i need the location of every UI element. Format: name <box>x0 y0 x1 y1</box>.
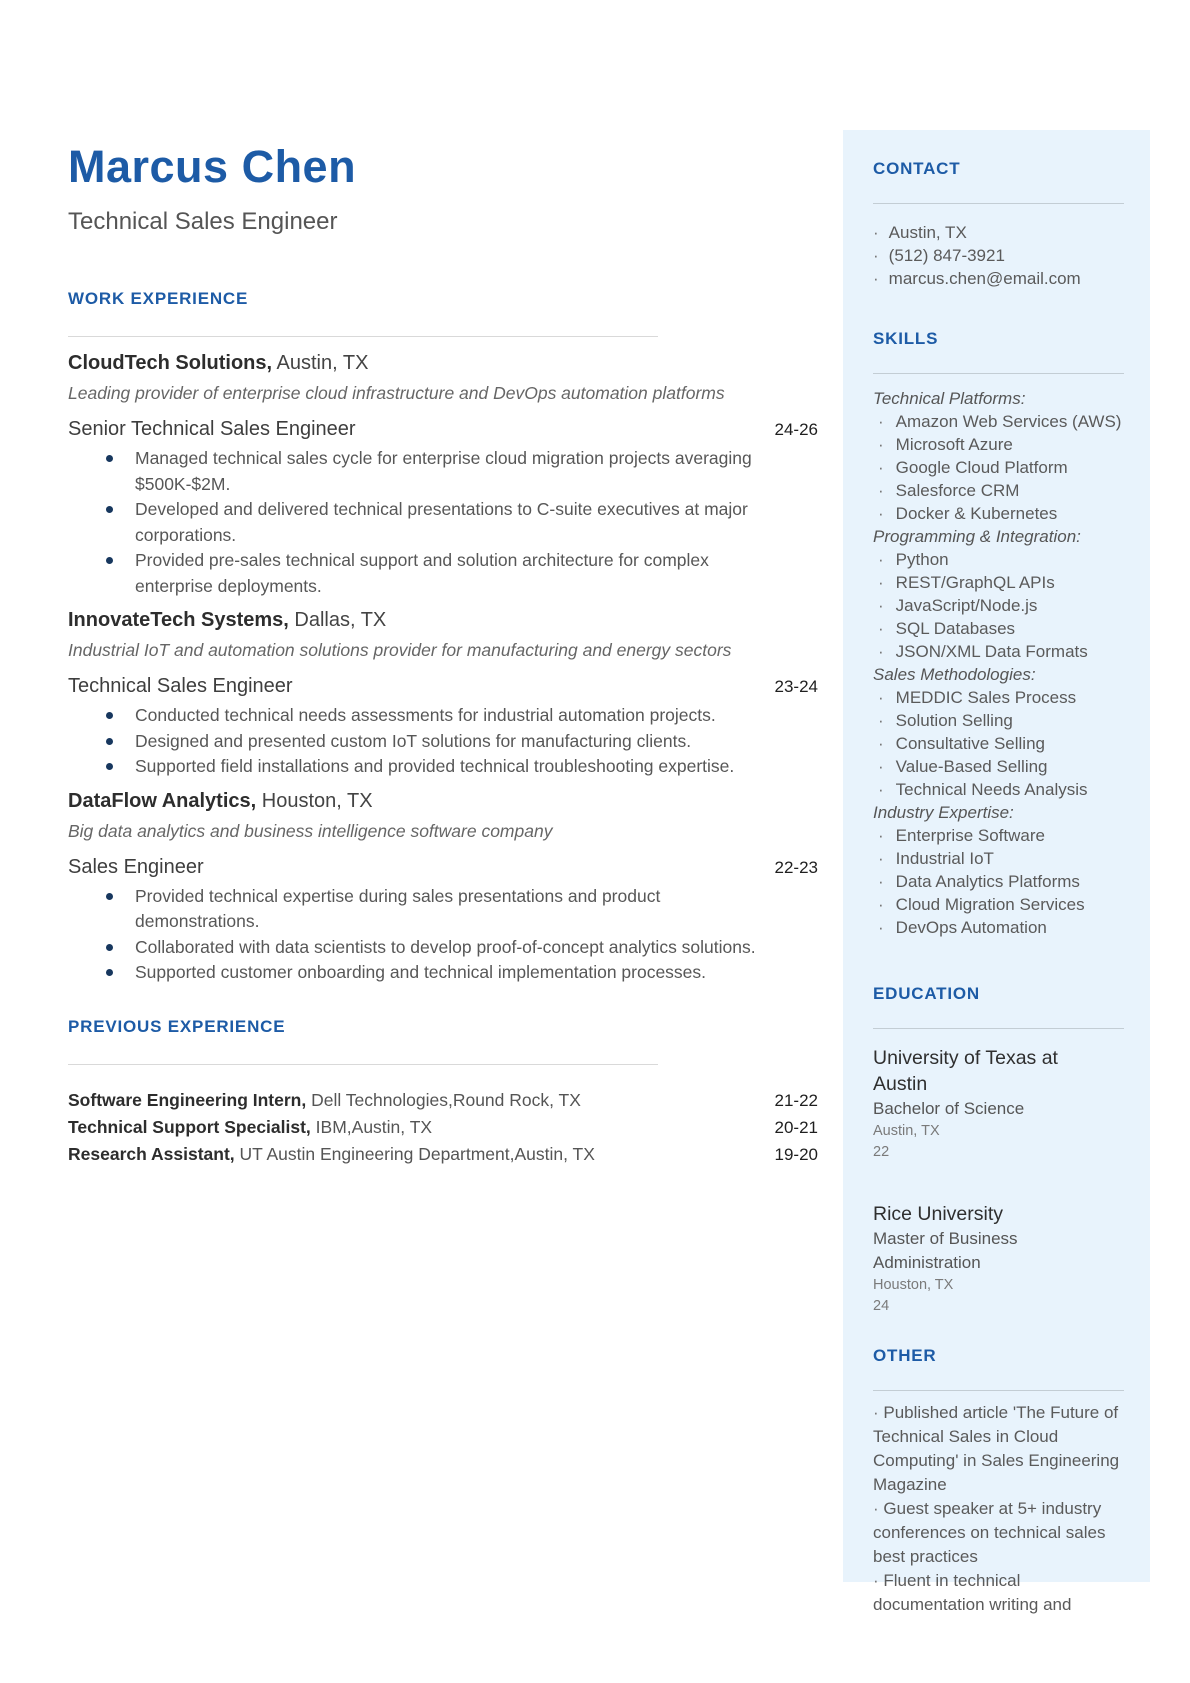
other-item: · Fluent in technical documentation writing and <box>873 1569 1124 1617</box>
job-role: Senior Technical Sales Engineer <box>68 418 356 440</box>
role-row <box>68 416 818 443</box>
skill-category: Technical Platforms: <box>873 389 1026 408</box>
skill-item: · Microsoft Azure <box>878 433 1124 456</box>
skill-item: · Amazon Web Services (AWS) <box>878 410 1124 433</box>
previous-org: Dell Technologies,Round Rock, TX <box>311 1089 581 1110</box>
job-entry <box>68 607 818 780</box>
company-line <box>68 788 818 814</box>
education-section <box>873 983 1124 1317</box>
skill-item: · Salesforce CRM <box>878 479 1124 502</box>
previous-experience-rows <box>68 1087 818 1168</box>
skill-list <box>873 824 1124 939</box>
school-location: Austin, TX <box>873 1123 940 1139</box>
school-year: 22 <box>873 1144 890 1160</box>
job-role: Sales Engineer <box>68 855 204 878</box>
bullet-dot <box>106 944 113 951</box>
bullet-text: Supported customer onboarding and technical implementation processes. <box>135 962 707 982</box>
sidebar-divider <box>873 1028 1124 1029</box>
bullet-text: Provided pre-sales technical support and solution architecture for complex enterprise deployments. <box>135 550 709 596</box>
skill-item: · Google Cloud Platform <box>878 456 1124 479</box>
main-column <box>68 140 818 1168</box>
skill-item: · Python <box>878 548 1124 571</box>
skills-heading: SKILLS <box>873 329 939 348</box>
previous-row <box>68 1087 818 1114</box>
job-dates: 23-24 <box>774 677 818 696</box>
bullet-item <box>68 884 818 935</box>
job-role: Technical Sales Engineer <box>68 675 293 697</box>
skill-item: · JavaScript/Node.js <box>878 594 1124 617</box>
skill-item: · Industrial IoT <box>878 847 1124 870</box>
candidate-title: Technical Sales Engineer <box>68 208 338 235</box>
other-list <box>873 1401 1124 1617</box>
company-tagline: Leading provider of enterprise cloud infrastructure and DevOps automation platforms <box>68 383 725 403</box>
other-heading: OTHER <box>873 1346 937 1365</box>
bullet-dot <box>106 712 113 719</box>
bullet-dot <box>106 455 113 462</box>
previous-org: UT Austin Engineering Department,Austin, TX <box>239 1143 595 1164</box>
role-row <box>68 854 818 881</box>
bullet-list <box>68 703 818 780</box>
sidebar-divider <box>873 203 1124 204</box>
bullet-list <box>68 884 818 986</box>
previous-org: IBM,Austin, TX <box>315 1116 433 1137</box>
company-location: Austin, TX <box>276 352 369 374</box>
bullet-text: Conducted technical needs assessments for industrial automation projects. <box>135 705 716 725</box>
bullet-dot <box>106 763 113 770</box>
school-name: University of Texas at Austin <box>873 1047 1058 1095</box>
company-name: InnovateTech Systems, <box>68 609 289 631</box>
skill-item: · Value-Based Selling <box>878 755 1124 778</box>
bullet-item <box>68 729 818 755</box>
sidebar-divider <box>873 373 1124 374</box>
other-section <box>873 1345 1124 1617</box>
bullet-dot <box>106 969 113 976</box>
job-dates: 24-26 <box>774 420 818 439</box>
education-entry <box>873 1201 1124 1317</box>
other-item: · Published article 'The Future of Technical Sales in Cloud Computing' in Sales Engineering Magazine <box>873 1401 1124 1497</box>
skill-list <box>873 410 1124 525</box>
bullet-item <box>68 497 818 548</box>
job-entry <box>68 788 818 986</box>
contact-phone: · (512) 847-3921 <box>873 244 1124 267</box>
contact-list <box>873 221 1124 290</box>
sidebar <box>843 130 1150 1614</box>
skill-category: Industry Expertise: <box>873 803 1014 822</box>
previous-role: Technical Support Specialist, <box>68 1116 311 1137</box>
school-year: 24 <box>873 1298 890 1314</box>
bullet-text: Provided technical expertise during sales presentations and product demonstrations. <box>135 885 661 931</box>
skill-category: Sales Methodologies: <box>873 665 1036 684</box>
skill-item: · DevOps Automation <box>878 916 1124 939</box>
section-heading-work-experience: WORK EXPERIENCE <box>68 289 249 308</box>
bullet-item <box>68 703 818 729</box>
previous-row <box>68 1141 818 1168</box>
company-name: DataFlow Analytics, <box>68 789 257 812</box>
skill-item: · Cloud Migration Services <box>878 893 1124 916</box>
company-line <box>68 350 818 376</box>
previous-role-org <box>68 1141 595 1168</box>
contact-email: · marcus.chen@email.com <box>873 267 1124 290</box>
bullet-text: Collaborated with data scientists to develop proof-of-concept analytics solutions. <box>135 936 756 957</box>
other-item: · Guest speaker at 5+ industry conferences on technical sales best practices <box>873 1497 1124 1569</box>
bullet-dot <box>106 738 113 745</box>
skill-category: Programming & Integration: <box>873 527 1081 546</box>
school-name: Rice University <box>873 1203 1004 1225</box>
skill-item: · Technical Needs Analysis <box>878 778 1124 801</box>
bullet-text: Supported field installations and provided technical troubleshooting expertise. <box>135 756 735 776</box>
bullet-item <box>68 446 818 497</box>
sidebar-divider <box>873 1390 1124 1391</box>
candidate-name: Marcus Chen <box>68 141 357 192</box>
bullet-item <box>68 754 818 780</box>
skill-item: · REST/GraphQL APIs <box>878 571 1124 594</box>
previous-role-org <box>68 1087 581 1114</box>
company-name: CloudTech Solutions, <box>68 352 273 374</box>
bullet-text: Developed and delivered technical presentations to C-suite executives at major corporations. <box>135 499 748 545</box>
company-tagline: Big data analytics and business intelligence software company <box>68 820 553 841</box>
bullet-text: Managed technical sales cycle for enterprise cloud migration projects averaging $500K-$2M. <box>135 448 752 494</box>
skill-item: · SQL Databases <box>878 617 1124 640</box>
school-degree: Master of Business Administration <box>873 1229 1018 1272</box>
contact-heading: CONTACT <box>873 159 961 178</box>
section-heading-previous-experience: PREVIOUS EXPERIENCE <box>68 1016 286 1036</box>
previous-dates: 19-20 <box>774 1144 818 1164</box>
skill-list <box>873 548 1124 663</box>
skill-item: · Data Analytics Platforms <box>878 870 1124 893</box>
bullet-dot <box>106 506 113 513</box>
contact-location: · Austin, TX <box>873 221 1124 244</box>
previous-role: Software Engineering Intern, <box>68 1089 307 1110</box>
section-divider <box>68 1064 658 1065</box>
skill-group <box>873 387 1124 939</box>
previous-role-org <box>68 1114 432 1141</box>
company-tagline: Industrial IoT and automation solutions provider for manufacturing and energy sectors <box>68 640 732 660</box>
school-location: Houston, TX <box>873 1277 954 1293</box>
job-dates: 22-23 <box>774 857 818 877</box>
bullet-dot <box>106 557 113 564</box>
bullet-item <box>68 548 818 599</box>
previous-dates: 21-22 <box>774 1090 818 1110</box>
contact-section <box>873 158 1124 290</box>
skills-section <box>873 328 1124 939</box>
skill-item: · JSON/XML Data Formats <box>878 640 1124 663</box>
skill-item: · Enterprise Software <box>878 824 1124 847</box>
bullet-text: Designed and presented custom IoT solutions for manufacturing clients. <box>135 730 692 751</box>
company-location: Houston, TX <box>261 789 373 812</box>
bullet-item <box>68 935 818 961</box>
previous-row <box>68 1114 818 1141</box>
education-heading: EDUCATION <box>873 984 980 1003</box>
role-row <box>68 673 818 700</box>
school-degree: Bachelor of Science <box>873 1099 1025 1118</box>
bullet-list <box>68 446 818 599</box>
bullet-item <box>68 960 818 986</box>
section-divider <box>68 336 658 337</box>
company-location: Dallas, TX <box>294 609 387 631</box>
previous-dates: 20-21 <box>774 1117 818 1137</box>
skill-item: · Consultative Selling <box>878 732 1124 755</box>
education-entry <box>873 1045 1124 1163</box>
skill-item: · MEDDIC Sales Process <box>878 686 1124 709</box>
skill-item: · Docker & Kubernetes <box>878 502 1124 525</box>
company-line <box>68 607 818 633</box>
skill-list <box>873 686 1124 801</box>
bullet-dot <box>106 893 113 900</box>
previous-role: Research Assistant, <box>68 1143 235 1164</box>
skill-item: · Solution Selling <box>878 709 1124 732</box>
job-entry <box>68 350 818 599</box>
